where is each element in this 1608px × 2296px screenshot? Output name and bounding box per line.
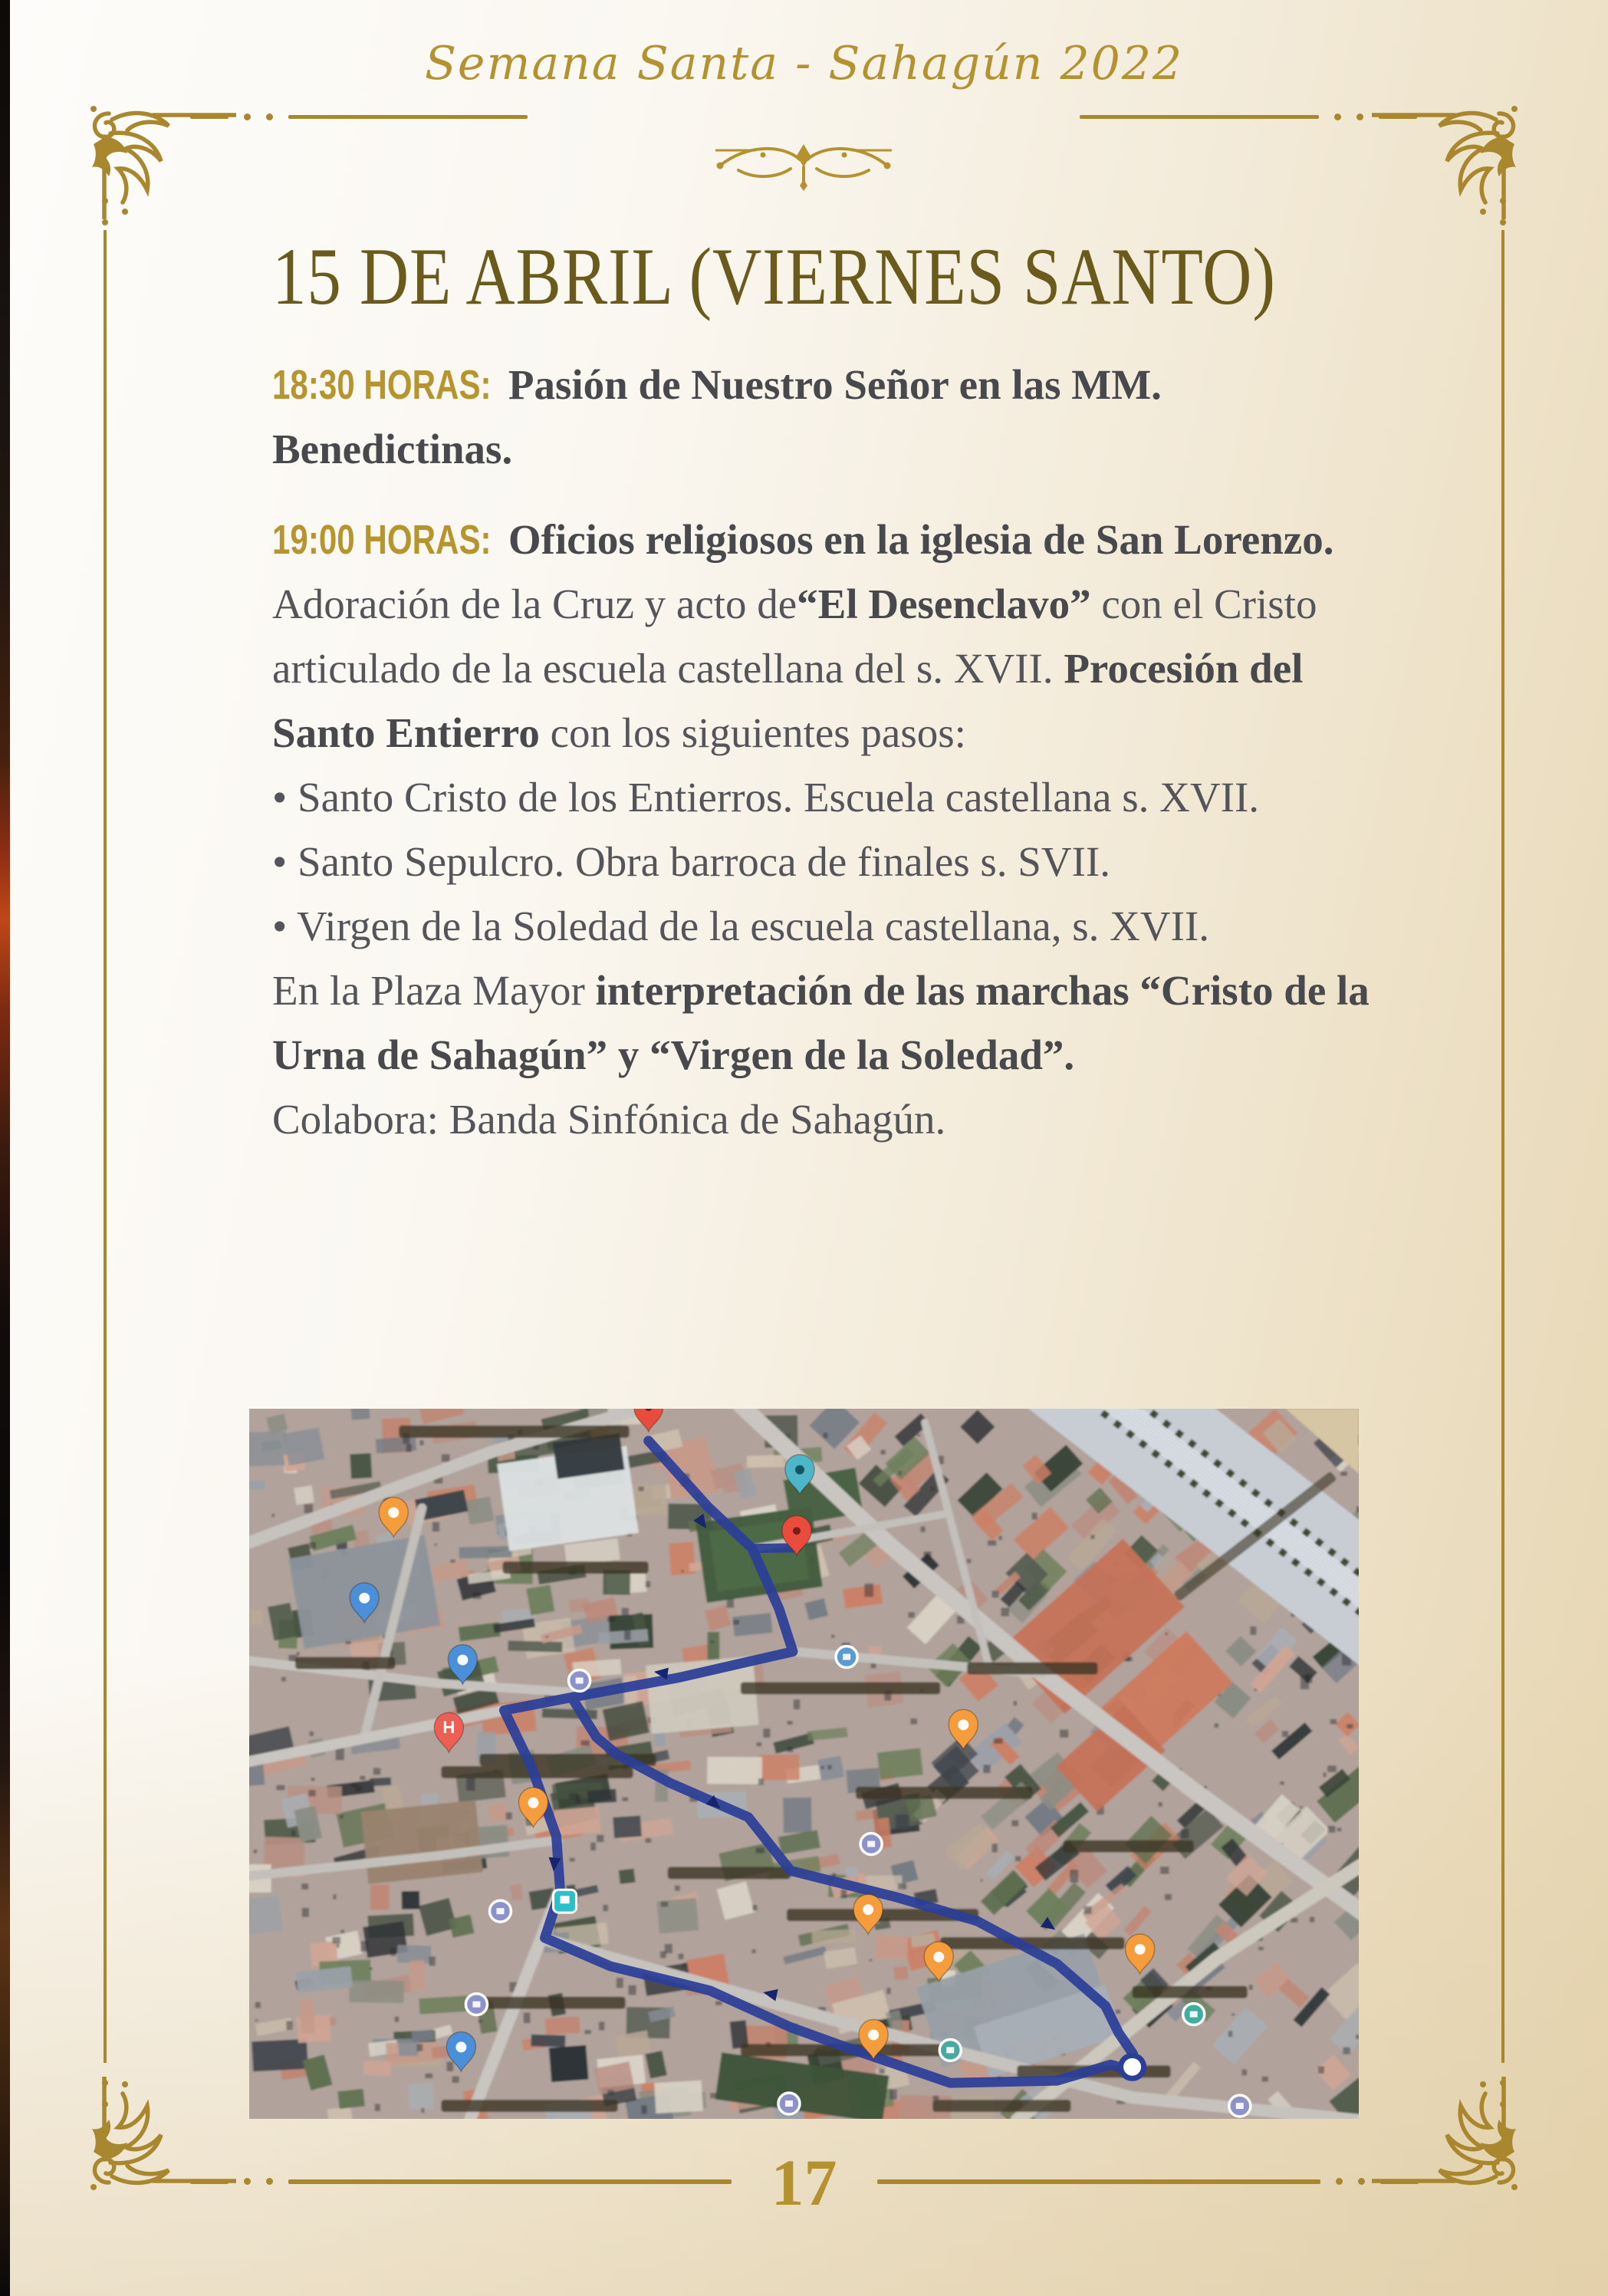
page-number: 17 — [771, 2146, 837, 2219]
map-marker-route-end — [1121, 2055, 1144, 2078]
content — [272, 230, 1376, 1152]
text-segment: Adoración de la Cruz y acto de — [272, 581, 797, 627]
time-label: 19:00 HORAS: — [272, 517, 492, 563]
paso-item: • Santo Sepulcro. Obra barroca de finales s. SVII. — [272, 830, 1376, 894]
text-segment: En la Plaza Mayor — [272, 967, 596, 1014]
map-marker-poi-dot — [860, 1834, 882, 1855]
paso-item: • Santo Cristo de los Entierros. Escuela castellana s. XVII. — [272, 765, 1376, 830]
text-segment: Procesión del Santo Entierro — [272, 645, 1304, 756]
frame-dots — [1501, 2064, 1504, 2107]
route-map — [249, 1409, 1359, 2119]
closing-paragraph — [272, 959, 1376, 1087]
schedule-entries — [272, 353, 1376, 765]
map-marker-poi-dot — [1229, 2095, 1251, 2117]
collaboration-line: Colabora: Banda Sinfónica de Sahagún. — [272, 1096, 946, 1143]
map-marker-poi-dot — [778, 2093, 800, 2114]
svg-text:H: H — [442, 1718, 455, 1738]
schedule-entry — [272, 508, 1376, 765]
paso-item: • Virgen de la Soledad de la escuela castellana, s. XVII. — [272, 894, 1376, 959]
header-rule-left — [190, 113, 528, 120]
schedule-entry — [272, 353, 1376, 482]
text-segment: “El Desenclavo” — [797, 581, 1091, 627]
text-segment: con el Cristo articulado de la escuela castellana del s. XVII. — [272, 581, 1317, 692]
edition-title: Semana Santa - Sahagún 2022 — [424, 37, 1184, 90]
map-marker-poi-dot-teal — [939, 2039, 961, 2061]
time-label: 18:30 HORAS: — [272, 362, 492, 408]
pasos-list — [272, 765, 1376, 959]
map-marker-bus-dot — [836, 1646, 857, 1668]
text-segment: Pasión de Nuestro Señor en las MM. Benedictinas. — [272, 361, 1162, 472]
header-divider-ornament — [715, 135, 892, 193]
frame-dots — [104, 2064, 107, 2107]
page-heading: 15 DE ABRIL (VIERNES SANTO) — [272, 232, 1276, 321]
text-segment: Oficios religiosos en la iglesia de San Lorenzo. — [498, 516, 1334, 563]
frame-line-right — [1501, 230, 1504, 2063]
frame-dots — [1501, 183, 1504, 225]
map-marker-poi-dot — [465, 1994, 487, 2015]
text-segment: interpretación de las marchas “Cristo de la Urna de Sahagún” y “Virgen de la Soledad”. — [272, 967, 1370, 1078]
map-marker-poi-dot — [489, 1900, 511, 1922]
text-segment: con los siguientes pasos: — [539, 709, 966, 756]
map-marker-poi-dot-teal — [1183, 2004, 1205, 2025]
map-svg — [249, 1409, 1359, 2119]
map-marker-poi-dot — [569, 1670, 590, 1692]
header-rule-right — [1080, 113, 1417, 120]
frame-dots — [104, 183, 107, 225]
left-photo-edge — [0, 0, 10, 2296]
map-marker-transit-square — [554, 1890, 577, 1913]
frame-line-left — [104, 230, 107, 2063]
